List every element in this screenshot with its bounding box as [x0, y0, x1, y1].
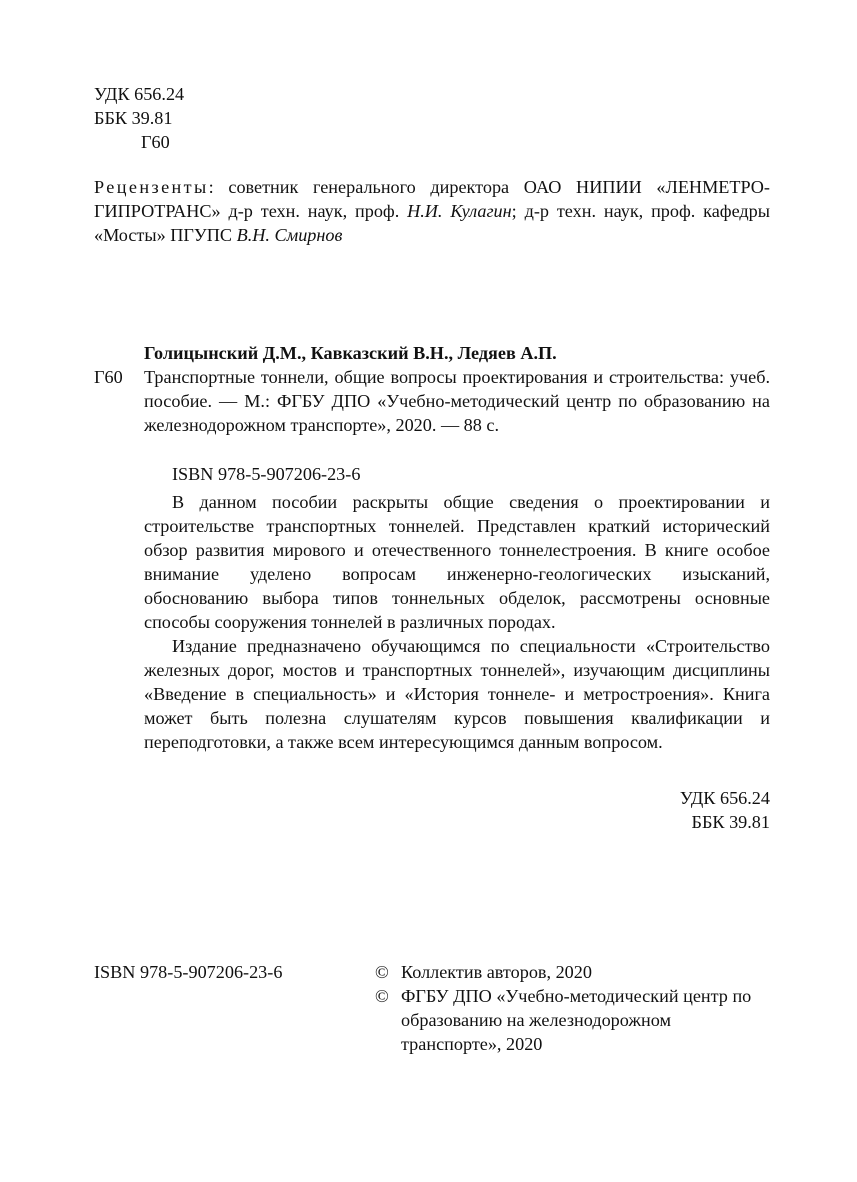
- footer-bbk-code: ББК 39.81: [691, 812, 770, 832]
- copyright-symbol: ©: [375, 986, 389, 1006]
- copyright-block: [375, 960, 775, 1056]
- reviewers-label: Рецензенты: [94, 177, 209, 197]
- copyright-line-1: [375, 960, 775, 984]
- reviewer-name-1: Н.И. Кулагин: [407, 201, 512, 221]
- bottom-isbn: ISBN 978-5-907206-23-6: [94, 962, 283, 982]
- copyright-text-1: Коллектив авторов, 2020: [401, 962, 592, 982]
- reviewers-text-1: : советник генерального директора ОАО НИПИИ «ЛЕНМЕТРО-ГИПРОТРАНС» д-р техн. наук, проф.: [94, 177, 770, 221]
- authors-heading: Голицынский Д.М., Кавказский В.Н., Ледяев А.П.: [144, 343, 557, 363]
- annotation-paragraph-1: В данном пособии раскрыты общие сведения о проектировании и строительстве транспортных тоннелей. Представлен краткий исторический обзор развития мирового и отечественного тоннелестроения. В книге особое внимание уделено вопросам инженерно-геологических изысканий, обоснованию выбора типов тоннельных обделок, рассмотрены основные способы сооружения тоннелей в различных породах.: [144, 492, 770, 632]
- annotation-paragraph-2: Издание предназначено обучающимся по специальности «Строительство железных дорог, мостов и транспортных тоннелей», изучающим дисциплины «Введение в специальность» и «История тоннеле- и метростроения». Книга может быть полезна слушателям курсов повышения квалификации и переподготовки, а также всем интересующимся данным вопросом.: [144, 636, 770, 752]
- reviewers-block: [94, 175, 770, 247]
- author-sign-code: Г60: [141, 132, 170, 152]
- annotation: [144, 490, 770, 754]
- reviewers-text-2: ; д-р техн. наук, проф. кафедры «Мосты» ПГУПС: [94, 201, 770, 245]
- footer-udk-code: УДК 656.24: [679, 788, 770, 808]
- copyright-text-2: ФГБУ ДПО «Учебно-методический центр по образованию на железнодорожном транспорте», 2020: [401, 986, 752, 1054]
- reviewer-name-2: В.Н. Смирнов: [236, 225, 343, 245]
- header-codes: [94, 82, 184, 154]
- copyright-line-2: [375, 984, 775, 1056]
- catalog-code: Г60: [94, 367, 123, 387]
- copyright-symbol: ©: [375, 962, 389, 982]
- catalog-title: Транспортные тоннели, общие вопросы проектирования и строительства: учеб. пособие. — М.: ФГБУ ДПО «Учебно-методический центр по образованию на железнодорожном транспорте», 2020. — 88 с.: [144, 367, 770, 435]
- udk-code: УДК 656.24: [94, 84, 185, 104]
- bbk-code: ББК 39.81: [94, 108, 173, 128]
- footer-codes: [680, 786, 770, 834]
- catalog-isbn: ISBN 978-5-907206-23-6: [172, 464, 361, 484]
